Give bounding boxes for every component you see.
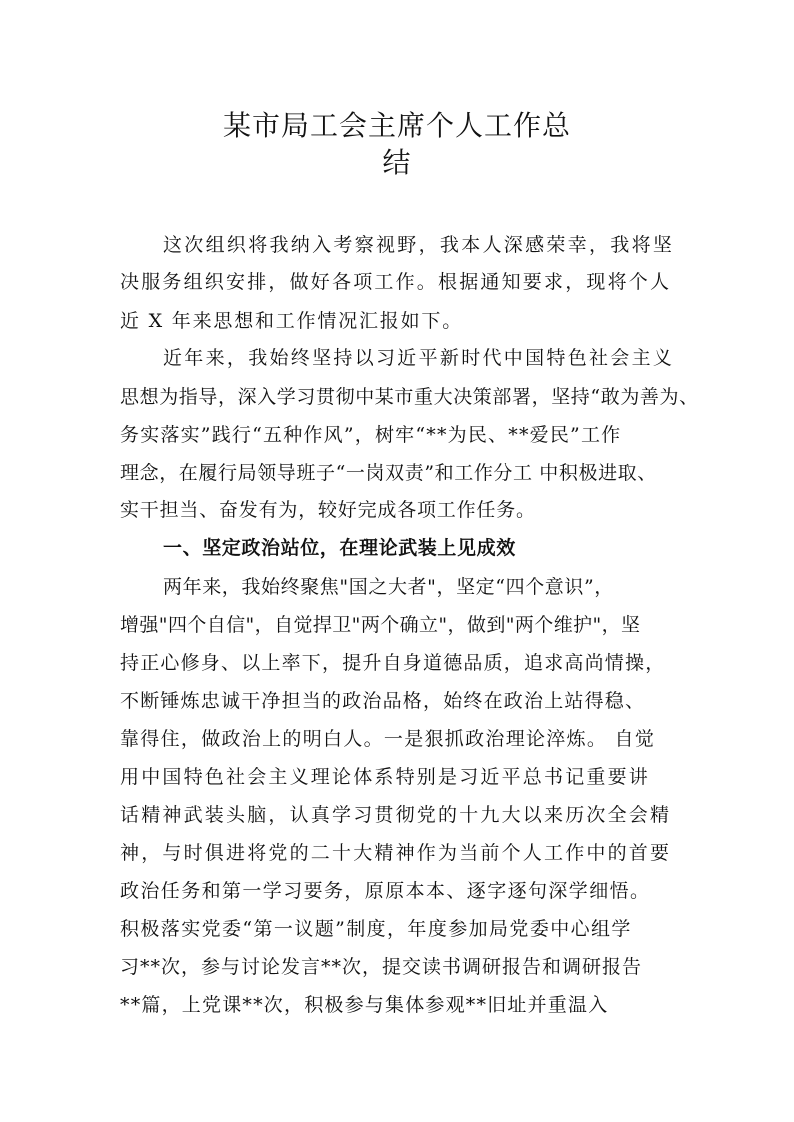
document-title-line-2: 结: [382, 146, 412, 179]
paragraph-line: 近年来，我始终坚持以习近平新时代中国特色社会主义: [163, 347, 675, 369]
paragraph-line: 积极落实党委“第一议题”制度，年度参加局党委中心组学: [120, 918, 632, 940]
paragraph-line: 习**次，参与讨论发言**次，提交读书调研报告和调研报告: [120, 956, 643, 978]
paragraph-line: 话精神武装头脑，认真学习贯彻党的十九大以来历次全会精: [120, 804, 672, 826]
paragraph-line: 决服务组织安排，做好各项工作。根据通知要求，现将个人: [120, 271, 672, 293]
paragraph-line: 神，与时俱进将党的二十大精神作为当前个人工作中的首要: [120, 842, 672, 864]
paragraph-line: 增强"四个自信"，自觉捍卫"两个确立"，做到"两个维护"，坚: [120, 614, 641, 636]
section-heading: 一、坚定政治站位，在理论武装上见成效: [163, 537, 516, 559]
document-title-line-1: 某市局工会主席个人工作总: [222, 109, 571, 142]
paragraph-line: 靠得住，做政治上的明白人。一是狠抓政治理论淬炼。 自觉: [120, 728, 656, 750]
paragraph-line: 政治任务和第一学习要务，原原本本、逐字逐句深学细悟。: [120, 880, 651, 902]
paragraph-line: 不断锤炼忠诚干净担当的政治品格，始终在政治上站得稳、: [120, 690, 646, 712]
paragraph-line: 务实落实”践行“五种作风”，树牢“**为民、**爱民”工作: [120, 424, 622, 446]
paragraph-line: 近 X 年来思想和工作情况汇报如下。: [120, 310, 464, 332]
paragraph-line: 两年来，我始终聚焦"国之大者"，坚定“四个意识”，: [163, 576, 614, 598]
paragraph-line: 思想为指导，深入学习贯彻中某市重大决策部署，坚持“敢为善为、: [120, 386, 699, 408]
paragraph-line: 这次组织将我纳入考察视野，我本人深感荣幸，我将坚: [163, 234, 675, 256]
paragraph-line: 用中国特色社会主义理论体系特别是习近平总书记重要讲: [120, 766, 651, 788]
paragraph-line: 实干担当、奋发有为，较好完成各项工作任务。: [120, 499, 536, 521]
paragraph-line: **篇，上党课**次，积极参与集体参观**旧址并重温入: [120, 994, 609, 1016]
paragraph-line: 理念，在履行局领导班子“一岗双责”和工作分工 中积极进取、: [120, 462, 657, 484]
paragraph-line: 持正心修身、以上率下，提升自身道德品质，追求高尚情操，: [120, 652, 666, 674]
